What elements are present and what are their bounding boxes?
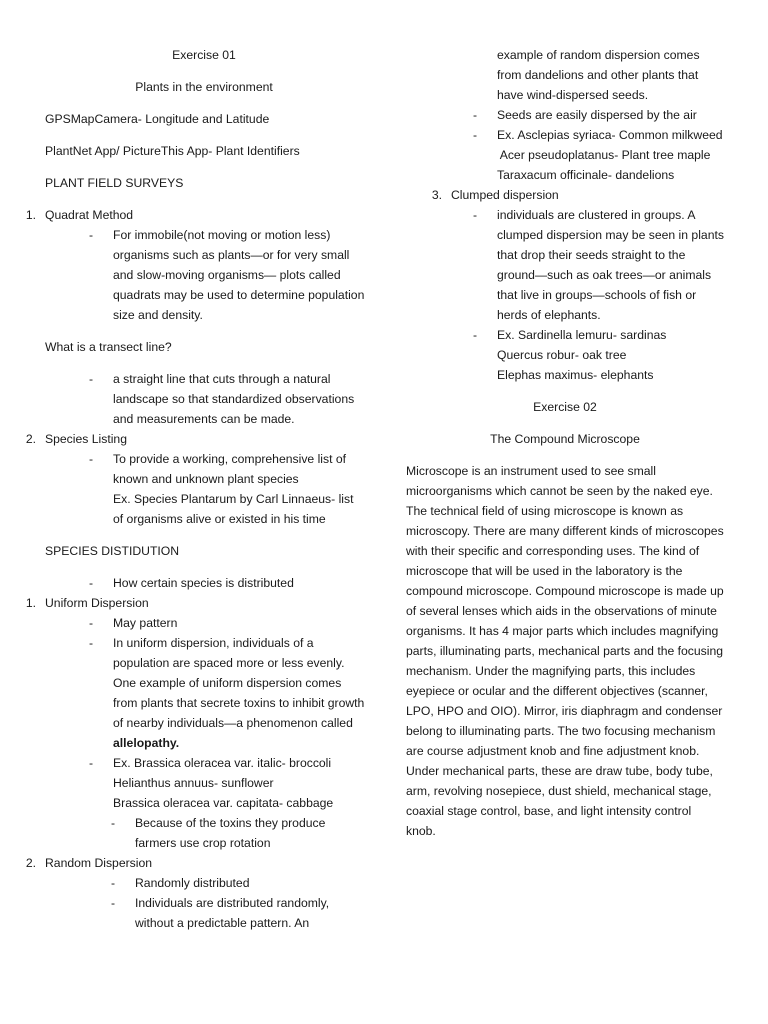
random-example-2: Acer pseudoplatanus- Plant tree maple <box>497 148 711 162</box>
uniform-example-3: Brassica oleracea var. capitata- cabbage <box>113 796 334 810</box>
exercise-02-title: Exercise 02 <box>533 400 597 414</box>
random-bullet-1: - Randomly distributed <box>110 876 250 890</box>
clumped-example-3: Elephas maximus- elephants <box>497 368 654 382</box>
exercise-title: Exercise 01 <box>172 48 236 62</box>
random-continuation: example of random dispersion comes from dandelions and other plants that have wind-dispersed seeds. <box>497 48 700 102</box>
transect-question: What is a transect line? <box>45 340 172 354</box>
random-bullet-2: - Individuals are distributed randomly, without a predictable pattern. An <box>110 896 330 930</box>
species-listing-bullet: - To provide a working, comprehensive list of known and unknown plant species <box>88 452 347 486</box>
app-line-gps: GPSMapCamera- Longitude and Latitude <box>45 112 270 126</box>
clumped-bullet: - individuals are clustered in groups. A clumped dispersion may be seen in plants that drop their seeds straight to the ground—such as oak trees—or animals that live in groups—schools of fish or herds of elephants. <box>472 208 724 322</box>
app-line-plantnet: PlantNet App/ PictureThis App- Plant Identifiers <box>45 144 300 158</box>
clumped-examples: - Ex. Sardinella lemuru- sardinas <box>472 328 667 342</box>
uniform-bullet-description: - In uniform dispersion, individuals of a population are spaced more or less evenly. One example of uniform dispersion comes from plants that secrete toxins to inhibit growth of nearby individuals—a phenomenon called allelopathy. <box>88 636 365 750</box>
transect-bullet: - a straight line that cuts through a natural landscape so that standardized observations and measurements can be made. <box>88 372 355 426</box>
distribution-bullet: - How certain species is distributed <box>88 576 294 590</box>
exercise-02-subtitle: The Compound Microscope <box>490 432 640 446</box>
left-column <box>25 45 365 933</box>
list-item-species-listing: 2. Species Listing <box>25 432 127 446</box>
random-examples: - Ex. Asclepias syriaca- Common milkweed <box>472 128 723 142</box>
random-example-3: Taraxacum officinale- dandelions <box>497 168 675 182</box>
list-item-uniform: 1. Uniform Dispersion <box>25 596 149 610</box>
uniform-examples: - Ex. Brassica oleracea var. italic- broccoli <box>88 756 332 770</box>
uniform-example-2: Helianthus annuus- sunflower <box>113 776 274 790</box>
microscope-paragraph: Microscope is an instrument used to see small microorganisms which cannot be seen by the naked eye. The technical field of using microscope is known as microscopy. There are many different kinds of microscopes with their specific and corresponding uses. The kind of microscope that will be used in the laboratory is the compound microscope. Compound microscope is made up of several lenses which aids in the observations of minute organisms. It has 4 major parts which includes magnifying parts, illuminating parts, mechanical parts and the focusing mechanism. Under the magnifying parts, this includes eyepiece or ocular and the different objectives (scanner, LPO, HPO and OIO). Mirror, iris diaphragm and condenser belong to illuminating parts. The two focusing mechanism are course adjustment knob and fine adjustment knob. Under mechanical parts, these are draw tube, body tube, arm, revolving nosepiece, dust shield, mechanical stage, coaxial stage control, base, and light intensity control knob. <box>406 464 724 838</box>
uniform-sub-bullet: - Because of the toxins they produce farmers use crop rotation <box>110 816 326 850</box>
list-item-clumped: 3. Clumped dispersion <box>431 188 559 202</box>
heading-species-distribution: SPECIES DISTIDUTION <box>45 544 180 558</box>
quadrat-bullet: - For immobile(not moving or motion less) organisms such as plants—or for very small and slow-moving organisms— plots called quadrats may be used to determine population size and density. <box>88 228 365 322</box>
allelopathy-term: allelopathy. <box>113 736 180 750</box>
heading-plant-field-surveys: PLANT FIELD SURVEYS <box>45 176 184 190</box>
uniform-bullet-pattern: - May pattern <box>88 616 178 630</box>
species-listing-example: Ex. Species Plantarum by Carl Linnaeus- list of organisms alive or existed in his time <box>113 492 354 526</box>
exercise-subtitle: Plants in the environment <box>135 80 273 94</box>
list-item-random: 2. Random Dispersion <box>25 856 153 870</box>
list-item-quadrat: 1. Quadrat Method <box>0 205 365 225</box>
quadrat-label: Quadrat Method <box>45 208 134 222</box>
random-bullet-3: - Seeds are easily dispersed by the air <box>472 108 697 122</box>
right-column <box>406 45 724 841</box>
clumped-example-2: Quercus robur- oak tree <box>497 348 627 362</box>
